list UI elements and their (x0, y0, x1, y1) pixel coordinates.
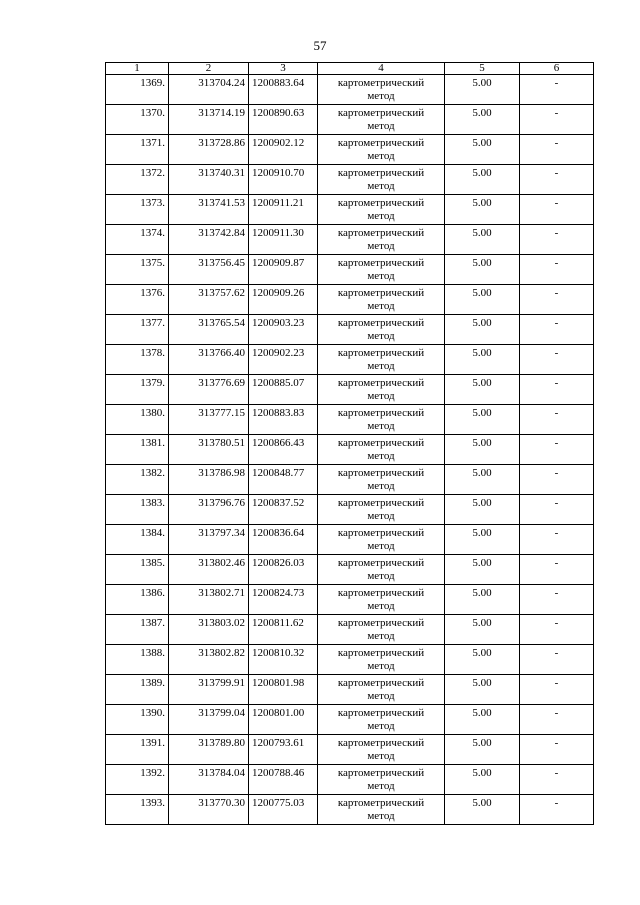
error-value-cell: 5.00 (445, 255, 520, 285)
table-header (106, 63, 594, 75)
table-row (106, 135, 594, 165)
method-line-1: картометрический (337, 197, 425, 209)
y-coordinate-cell: 1200801.98 (249, 675, 318, 705)
point-number-cell: 1384. (106, 525, 169, 555)
method-line-1: картометрический (337, 257, 425, 269)
table-row (106, 105, 594, 135)
y-coordinate-cell: 1200909.87 (249, 255, 318, 285)
table-row (106, 675, 594, 705)
table-row (106, 345, 594, 375)
table-row (106, 465, 594, 495)
table-row (106, 585, 594, 615)
method-cell (318, 75, 445, 105)
table-row (106, 555, 594, 585)
method-line-2: метод (367, 630, 395, 642)
method-line-1: картометрический (337, 347, 425, 359)
error-value-cell: 5.00 (445, 705, 520, 735)
point-number-cell: 1379. (106, 375, 169, 405)
method-cell (318, 615, 445, 645)
x-coordinate-cell: 313766.40 (169, 345, 249, 375)
point-number-cell: 1386. (106, 585, 169, 615)
table-row (106, 615, 594, 645)
method-cell (318, 495, 445, 525)
error-value-cell: 5.00 (445, 285, 520, 315)
note-cell: - (520, 645, 594, 675)
x-coordinate-cell: 313728.86 (169, 135, 249, 165)
method-line-1: картометрический (337, 527, 425, 539)
method-line-2: метод (367, 180, 395, 192)
method-cell (318, 195, 445, 225)
note-cell: - (520, 375, 594, 405)
table-row (106, 285, 594, 315)
method-line-2: метод (367, 720, 395, 732)
method-cell (318, 345, 445, 375)
table-row (106, 75, 594, 105)
table-row (106, 495, 594, 525)
x-coordinate-cell: 313757.62 (169, 285, 249, 315)
note-cell: - (520, 285, 594, 315)
point-number-cell: 1393. (106, 795, 169, 825)
page-number: 57 (313, 38, 327, 53)
point-number-cell: 1380. (106, 405, 169, 435)
method-cell (318, 705, 445, 735)
method-line-2: метод (367, 300, 395, 312)
note-cell: - (520, 195, 594, 225)
error-value-cell: 5.00 (445, 465, 520, 495)
method-cell (318, 405, 445, 435)
y-coordinate-cell: 1200788.46 (249, 765, 318, 795)
method-line-2: метод (367, 360, 395, 372)
x-coordinate-cell: 313796.76 (169, 495, 249, 525)
error-value-cell: 5.00 (445, 555, 520, 585)
table-row (106, 705, 594, 735)
table-row (106, 195, 594, 225)
method-line-2: метод (367, 780, 395, 792)
method-line-1: картометрический (337, 557, 425, 569)
method-cell (318, 525, 445, 555)
y-coordinate-cell: 1200885.07 (249, 375, 318, 405)
table-row (106, 315, 594, 345)
error-value-cell: 5.00 (445, 405, 520, 435)
point-number-cell: 1387. (106, 615, 169, 645)
error-value-cell: 5.00 (445, 135, 520, 165)
point-number-cell: 1389. (106, 675, 169, 705)
x-coordinate-cell: 313740.31 (169, 165, 249, 195)
method-line-2: метод (367, 150, 395, 162)
method-cell (318, 765, 445, 795)
y-coordinate-cell: 1200911.21 (249, 195, 318, 225)
y-coordinate-cell: 1200911.30 (249, 225, 318, 255)
method-line-2: метод (367, 120, 395, 132)
method-line-1: картометрический (337, 77, 425, 89)
error-value-cell: 5.00 (445, 315, 520, 345)
point-number-cell: 1370. (106, 105, 169, 135)
y-coordinate-cell: 1200801.00 (249, 705, 318, 735)
note-cell: - (520, 675, 594, 705)
column-header-5: 5 (445, 63, 520, 75)
table-row (106, 225, 594, 255)
note-cell: - (520, 765, 594, 795)
x-coordinate-cell: 313802.82 (169, 645, 249, 675)
method-line-2: метод (367, 810, 395, 822)
method-line-2: метод (367, 270, 395, 282)
y-coordinate-cell: 1200883.64 (249, 75, 318, 105)
method-line-2: метод (367, 540, 395, 552)
point-number-cell: 1369. (106, 75, 169, 105)
note-cell: - (520, 405, 594, 435)
point-number-cell: 1378. (106, 345, 169, 375)
note-cell: - (520, 435, 594, 465)
method-line-2: метод (367, 510, 395, 522)
note-cell: - (520, 525, 594, 555)
method-line-2: метод (367, 570, 395, 582)
method-cell (318, 105, 445, 135)
method-cell (318, 585, 445, 615)
error-value-cell: 5.00 (445, 765, 520, 795)
point-number-cell: 1385. (106, 555, 169, 585)
method-line-1: картометрический (337, 677, 425, 689)
y-coordinate-cell: 1200810.32 (249, 645, 318, 675)
note-cell: - (520, 165, 594, 195)
x-coordinate-cell: 313714.19 (169, 105, 249, 135)
y-coordinate-cell: 1200848.77 (249, 465, 318, 495)
point-number-cell: 1390. (106, 705, 169, 735)
note-cell: - (520, 735, 594, 765)
method-cell (318, 285, 445, 315)
method-line-2: метод (367, 600, 395, 612)
x-coordinate-cell: 313780.51 (169, 435, 249, 465)
method-line-1: картометрический (337, 647, 425, 659)
method-line-1: картометрический (337, 587, 425, 599)
y-coordinate-cell: 1200902.12 (249, 135, 318, 165)
point-number-cell: 1388. (106, 645, 169, 675)
method-line-2: метод (367, 660, 395, 672)
point-number-cell: 1381. (106, 435, 169, 465)
method-line-1: картометрический (337, 767, 425, 779)
x-coordinate-cell: 313802.46 (169, 555, 249, 585)
note-cell: - (520, 135, 594, 165)
method-cell (318, 255, 445, 285)
x-coordinate-cell: 313784.04 (169, 765, 249, 795)
error-value-cell: 5.00 (445, 195, 520, 225)
method-cell (318, 135, 445, 165)
x-coordinate-cell: 313777.15 (169, 405, 249, 435)
note-cell: - (520, 555, 594, 585)
note-cell: - (520, 615, 594, 645)
table-row (106, 645, 594, 675)
note-cell: - (520, 795, 594, 825)
table-row (106, 765, 594, 795)
method-line-1: картометрический (337, 617, 425, 629)
method-line-1: картометрический (337, 737, 425, 749)
method-line-1: картометрический (337, 107, 425, 119)
method-line-2: метод (367, 420, 395, 432)
method-line-1: картометрический (337, 707, 425, 719)
column-header-3: 3 (249, 63, 318, 75)
x-coordinate-cell: 313765.54 (169, 315, 249, 345)
error-value-cell: 5.00 (445, 375, 520, 405)
point-number-cell: 1375. (106, 255, 169, 285)
point-number-cell: 1377. (106, 315, 169, 345)
error-value-cell: 5.00 (445, 105, 520, 135)
method-line-2: метод (367, 330, 395, 342)
x-coordinate-cell: 313797.34 (169, 525, 249, 555)
method-line-2: метод (367, 390, 395, 402)
method-cell (318, 555, 445, 585)
error-value-cell: 5.00 (445, 345, 520, 375)
method-line-1: картометрический (337, 137, 425, 149)
method-cell (318, 675, 445, 705)
note-cell: - (520, 315, 594, 345)
y-coordinate-cell: 1200890.63 (249, 105, 318, 135)
error-value-cell: 5.00 (445, 225, 520, 255)
point-number-cell: 1382. (106, 465, 169, 495)
method-cell (318, 795, 445, 825)
error-value-cell: 5.00 (445, 675, 520, 705)
x-coordinate-cell: 313799.04 (169, 705, 249, 735)
error-value-cell: 5.00 (445, 735, 520, 765)
error-value-cell: 5.00 (445, 75, 520, 105)
method-line-2: метод (367, 480, 395, 492)
note-cell: - (520, 585, 594, 615)
table-row (106, 435, 594, 465)
y-coordinate-cell: 1200793.61 (249, 735, 318, 765)
method-line-1: картометрический (337, 467, 425, 479)
point-number-cell: 1376. (106, 285, 169, 315)
y-coordinate-cell: 1200775.03 (249, 795, 318, 825)
method-line-2: метод (367, 210, 395, 222)
header-row (106, 63, 594, 75)
method-line-1: картометрический (337, 287, 425, 299)
x-coordinate-cell: 313741.53 (169, 195, 249, 225)
method-line-1: картометрический (337, 437, 425, 449)
method-cell (318, 465, 445, 495)
point-number-cell: 1374. (106, 225, 169, 255)
error-value-cell: 5.00 (445, 795, 520, 825)
method-cell (318, 315, 445, 345)
method-line-1: картометрический (337, 317, 425, 329)
method-cell (318, 225, 445, 255)
note-cell: - (520, 225, 594, 255)
point-number-cell: 1383. (106, 495, 169, 525)
x-coordinate-cell: 313799.91 (169, 675, 249, 705)
x-coordinate-cell: 313803.02 (169, 615, 249, 645)
error-value-cell: 5.00 (445, 585, 520, 615)
note-cell: - (520, 465, 594, 495)
method-line-1: картометрический (337, 497, 425, 509)
note-cell: - (520, 105, 594, 135)
method-line-1: картометрический (337, 227, 425, 239)
method-cell (318, 735, 445, 765)
method-line-1: картометрический (337, 167, 425, 179)
error-value-cell: 5.00 (445, 645, 520, 675)
x-coordinate-cell: 313704.24 (169, 75, 249, 105)
table-row (106, 405, 594, 435)
y-coordinate-cell: 1200909.26 (249, 285, 318, 315)
method-cell (318, 435, 445, 465)
table-row (106, 255, 594, 285)
error-value-cell: 5.00 (445, 525, 520, 555)
point-number-cell: 1371. (106, 135, 169, 165)
table-body (106, 75, 594, 825)
x-coordinate-cell: 313742.84 (169, 225, 249, 255)
error-value-cell: 5.00 (445, 435, 520, 465)
method-line-2: метод (367, 750, 395, 762)
column-header-4: 4 (318, 63, 445, 75)
point-number-cell: 1372. (106, 165, 169, 195)
note-cell: - (520, 75, 594, 105)
method-line-1: картометрический (337, 407, 425, 419)
y-coordinate-cell: 1200866.43 (249, 435, 318, 465)
coordinates-table (105, 62, 594, 825)
table-row (106, 165, 594, 195)
error-value-cell: 5.00 (445, 495, 520, 525)
x-coordinate-cell: 313789.80 (169, 735, 249, 765)
method-cell (318, 375, 445, 405)
y-coordinate-cell: 1200824.73 (249, 585, 318, 615)
error-value-cell: 5.00 (445, 165, 520, 195)
table-row (106, 375, 594, 405)
method-line-2: метод (367, 690, 395, 702)
y-coordinate-cell: 1200826.03 (249, 555, 318, 585)
x-coordinate-cell: 313756.45 (169, 255, 249, 285)
y-coordinate-cell: 1200902.23 (249, 345, 318, 375)
note-cell: - (520, 705, 594, 735)
point-number-cell: 1373. (106, 195, 169, 225)
method-line-2: метод (367, 450, 395, 462)
note-cell: - (520, 255, 594, 285)
method-cell (318, 645, 445, 675)
y-coordinate-cell: 1200883.83 (249, 405, 318, 435)
x-coordinate-cell: 313776.69 (169, 375, 249, 405)
note-cell: - (520, 495, 594, 525)
point-number-cell: 1391. (106, 735, 169, 765)
y-coordinate-cell: 1200837.52 (249, 495, 318, 525)
column-header-1: 1 (106, 63, 169, 75)
column-header-2: 2 (169, 63, 249, 75)
method-line-1: картометрический (337, 797, 425, 809)
method-cell (318, 165, 445, 195)
x-coordinate-cell: 313802.71 (169, 585, 249, 615)
table-row (106, 735, 594, 765)
error-value-cell: 5.00 (445, 615, 520, 645)
y-coordinate-cell: 1200903.23 (249, 315, 318, 345)
table-row (106, 795, 594, 825)
point-number-cell: 1392. (106, 765, 169, 795)
table-row (106, 525, 594, 555)
note-cell: - (520, 345, 594, 375)
y-coordinate-cell: 1200836.64 (249, 525, 318, 555)
method-line-2: метод (367, 240, 395, 252)
x-coordinate-cell: 313770.30 (169, 795, 249, 825)
y-coordinate-cell: 1200910.70 (249, 165, 318, 195)
y-coordinate-cell: 1200811.62 (249, 615, 318, 645)
x-coordinate-cell: 313786.98 (169, 465, 249, 495)
method-line-2: метод (367, 90, 395, 102)
method-line-1: картометрический (337, 377, 425, 389)
column-header-6: 6 (520, 63, 594, 75)
